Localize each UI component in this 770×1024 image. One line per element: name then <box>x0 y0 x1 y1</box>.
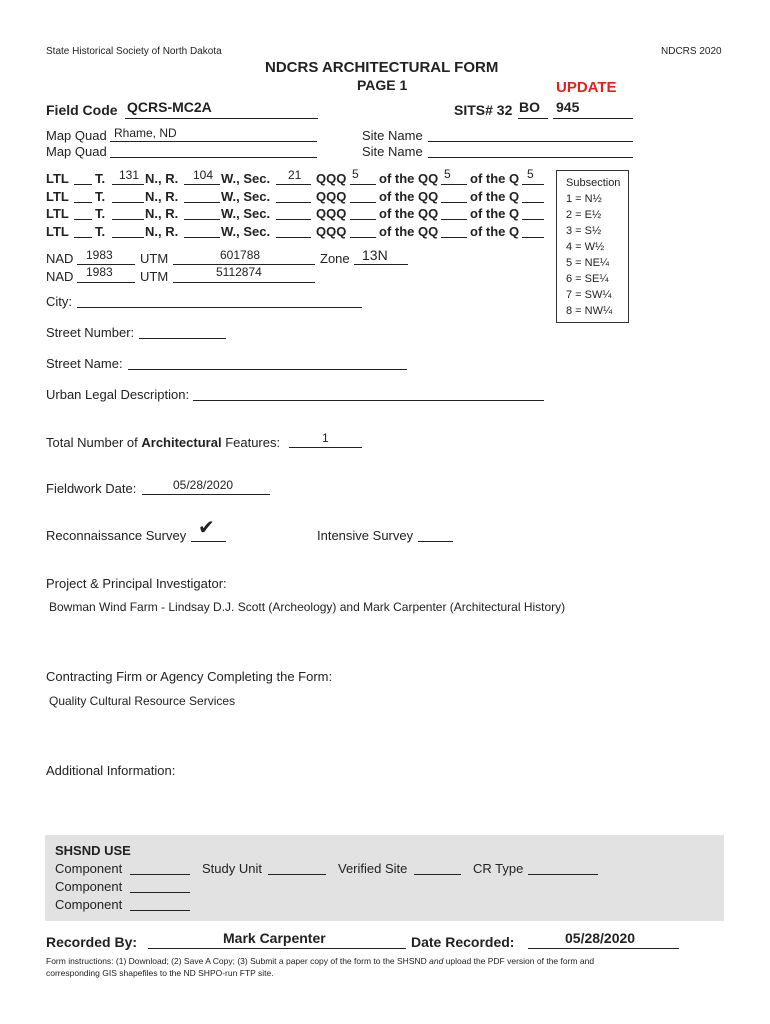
component-label: Component <box>55 861 123 876</box>
study-unit-line[interactable] <box>268 874 326 875</box>
recorded-by-value[interactable]: Mark Carpenter <box>223 930 326 946</box>
intensive-survey-label: Intensive Survey <box>317 528 414 543</box>
t-value[interactable]: 131 <box>119 168 140 182</box>
street-number-line[interactable] <box>139 338 226 339</box>
subsection-item: 4 = W½ <box>566 241 605 253</box>
fieldwork-date-label: Fieldwork Date: <box>46 481 137 496</box>
subsection-item: 6 = SE¼ <box>566 273 609 285</box>
qqq-line[interactable] <box>350 237 376 238</box>
intensive-survey-line[interactable] <box>418 541 453 542</box>
t-line[interactable] <box>112 219 144 220</box>
shsnd-use-panel <box>45 835 724 921</box>
ltl-label: LTL <box>46 224 69 239</box>
street-number-label: Street Number: <box>46 325 135 340</box>
of-qq-label: of the QQ <box>379 189 439 204</box>
sits-line-a <box>518 118 548 119</box>
utm-value-2[interactable]: 5112874 <box>216 265 262 279</box>
q-line <box>522 184 544 185</box>
site-name-line-2[interactable] <box>428 157 633 158</box>
subsection-item: 3 = S½ <box>566 225 602 237</box>
recorded-by-label: Recorded By: <box>46 934 138 950</box>
t-label: T. <box>95 224 106 239</box>
qq-line[interactable] <box>441 202 467 203</box>
map-quad-value[interactable]: Rhame, ND <box>114 126 177 140</box>
field-code-line <box>125 118 318 119</box>
sec-line <box>276 184 311 185</box>
map-quad-label-2: Map Quad <box>46 144 107 159</box>
subsection-item: 2 = E½ <box>566 209 602 221</box>
utm-label: UTM <box>140 251 169 266</box>
recorded-by-line <box>148 948 406 949</box>
subsection-item: 7 = SW¼ <box>566 289 612 301</box>
sec-line[interactable] <box>276 237 311 238</box>
component-label-3: Component <box>55 897 123 912</box>
r-line[interactable] <box>184 219 220 220</box>
t-label: T. <box>95 206 106 221</box>
of-qq-label: of the QQ <box>379 224 439 239</box>
nad-label: NAD <box>46 251 74 266</box>
verified-site-line[interactable] <box>414 874 461 875</box>
w-sec-label: W., Sec. <box>221 171 271 186</box>
t-label: T. <box>95 189 106 204</box>
sec-line[interactable] <box>276 219 311 220</box>
zone-line <box>354 264 408 265</box>
site-name-line-1[interactable] <box>428 141 633 142</box>
of-q-label: of the Q <box>470 171 520 186</box>
qqq-label: QQQ <box>316 206 347 221</box>
qq-line[interactable] <box>441 237 467 238</box>
cr-type-line[interactable] <box>528 874 598 875</box>
update-label: UPDATE <box>556 79 617 96</box>
ltl-blank <box>74 184 92 185</box>
date-recorded-line <box>528 948 679 949</box>
form-code: NDCRS 2020 <box>661 46 722 57</box>
nad-label-2: NAD <box>46 269 74 284</box>
w-sec-label: W., Sec. <box>221 206 271 221</box>
street-name-line[interactable] <box>128 369 407 370</box>
urban-legal-label: Urban Legal Description: <box>46 387 190 402</box>
qqq-label: QQQ <box>316 224 347 239</box>
city-line[interactable] <box>77 307 362 308</box>
project-label: Project & Principal Investigator: <box>46 576 227 591</box>
total-features-value[interactable]: 1 <box>322 431 329 445</box>
zone-value[interactable]: 13N <box>362 247 388 263</box>
form-title: NDCRS ARCHITECTURAL FORM <box>265 59 499 76</box>
sits-line-b <box>553 118 633 119</box>
date-recorded-label: Date Recorded: <box>411 934 515 950</box>
urban-legal-line[interactable] <box>193 400 544 401</box>
r-line[interactable] <box>184 237 220 238</box>
of-qq-label: of the QQ <box>379 171 439 186</box>
ltl-label: LTL <box>46 171 69 186</box>
site-name-label: Site Name <box>362 128 423 143</box>
map-quad-label: Map Quad <box>46 128 107 143</box>
ltl-blank[interactable] <box>74 237 92 238</box>
project-value[interactable]: Bowman Wind Farm - Lindsay D.J. Scott (Archeology) and Mark Carpenter (Architectural History) <box>49 600 566 614</box>
study-unit-label: Study Unit <box>202 861 262 876</box>
ltl-blank[interactable] <box>74 202 92 203</box>
instructions-line-2: corresponding GIS shapefiles to the ND SHPO-run FTP site. <box>46 968 274 978</box>
shsnd-use-title: SHSND USE <box>55 843 131 858</box>
field-code-label: Field Code <box>46 102 118 118</box>
t-label: T. <box>95 171 106 186</box>
q-line[interactable] <box>522 219 544 220</box>
subsection-item: 8 = NW¼ <box>566 305 613 317</box>
component-line-3[interactable] <box>130 910 190 911</box>
reconnaissance-survey-label: Reconnaissance Survey <box>46 528 187 543</box>
instructions-line-1: Form instructions: (1) Download; (2) Save A Copy; (3) Submit a paper copy of the form to the SHSND and upload the PDF version of the form and <box>46 956 595 966</box>
n-r-label: N., R. <box>145 189 179 204</box>
street-name-label: Street Name: <box>46 356 123 371</box>
sits-value-a[interactable]: BO <box>519 99 540 115</box>
additional-info-label: Additional Information: <box>46 763 176 778</box>
date-recorded-value[interactable]: 05/28/2020 <box>565 930 636 946</box>
qqq-label: QQQ <box>316 171 347 186</box>
sits-label: SITS# 32 <box>454 102 513 118</box>
total-features-label: Total Number of Architectural Features: <box>46 435 281 450</box>
t-line[interactable] <box>112 237 144 238</box>
org-name: State Historical Society of North Dakota <box>46 46 222 57</box>
sec-line[interactable] <box>276 202 311 203</box>
ltl-label: LTL <box>46 206 69 221</box>
of-q-label: of the Q <box>470 224 520 239</box>
contracting-value[interactable]: Quality Cultural Resource Services <box>49 694 236 708</box>
nad-line-2 <box>77 282 135 283</box>
subsection-item: 1 = N½ <box>566 193 602 205</box>
contracting-label: Contracting Firm or Agency Completing the Form: <box>46 669 333 684</box>
qq-line[interactable] <box>441 219 467 220</box>
w-sec-label: W., Sec. <box>221 224 271 239</box>
nad-value-1[interactable]: 1983 <box>86 248 113 262</box>
q-line[interactable] <box>522 237 544 238</box>
qq-line <box>441 184 467 185</box>
q-line[interactable] <box>522 202 544 203</box>
component-line[interactable] <box>130 874 190 875</box>
subsection-item: 5 = NE¼ <box>566 257 610 269</box>
n-r-label: N., R. <box>145 224 179 239</box>
of-q-label: of the Q <box>470 189 520 204</box>
sits-value-b[interactable]: 945 <box>556 99 580 115</box>
fieldwork-date-line <box>142 494 270 495</box>
qqq-label: QQQ <box>316 189 347 204</box>
cr-type-label: CR Type <box>473 861 524 876</box>
reconnaissance-survey-line <box>191 541 226 542</box>
city-label: City: <box>46 294 72 309</box>
w-sec-label: W., Sec. <box>221 189 271 204</box>
utm-value-1[interactable]: 601788 <box>220 248 261 262</box>
component-line-2[interactable] <box>130 892 190 893</box>
ltl-blank[interactable] <box>74 219 92 220</box>
of-q-label: of the Q <box>470 206 520 221</box>
n-r-label: N., R. <box>145 206 179 221</box>
t-line[interactable] <box>112 202 144 203</box>
qqq-value[interactable]: 5 <box>352 167 359 181</box>
qqq-line <box>350 184 376 185</box>
subsection-title: Subsection <box>566 177 621 189</box>
sec-value[interactable]: 21 <box>288 168 302 182</box>
checkmark-icon[interactable]: ✔ <box>198 517 215 539</box>
r-line <box>184 184 220 185</box>
qqq-line[interactable] <box>350 202 376 203</box>
of-qq-label: of the QQ <box>379 206 439 221</box>
ltl-label: LTL <box>46 189 69 204</box>
n-r-label: N., R. <box>145 171 179 186</box>
map-quad-line-1 <box>110 141 317 142</box>
verified-site-label: Verified Site <box>338 861 408 876</box>
fieldwork-date-value[interactable]: 05/28/2020 <box>173 478 234 492</box>
utm-line-2 <box>173 282 315 283</box>
r-value[interactable]: 104 <box>193 168 214 182</box>
t-line <box>112 184 144 185</box>
total-features-line <box>289 447 362 448</box>
map-quad-line-2[interactable] <box>110 157 317 158</box>
component-label-2: Component <box>55 879 123 894</box>
q-value[interactable]: 5 <box>527 167 534 181</box>
qqq-line[interactable] <box>350 219 376 220</box>
zone-label: Zone <box>320 251 350 266</box>
subsection-box <box>556 170 629 323</box>
utm-label-2: UTM <box>140 269 169 284</box>
page-label: PAGE 1 <box>357 77 408 93</box>
site-name-label-2: Site Name <box>362 144 423 159</box>
nad-value-2[interactable]: 1983 <box>86 265 113 279</box>
qq-value[interactable]: 5 <box>444 167 451 181</box>
r-line[interactable] <box>184 202 220 203</box>
field-code-value[interactable]: QCRS-MC2A <box>127 99 212 115</box>
